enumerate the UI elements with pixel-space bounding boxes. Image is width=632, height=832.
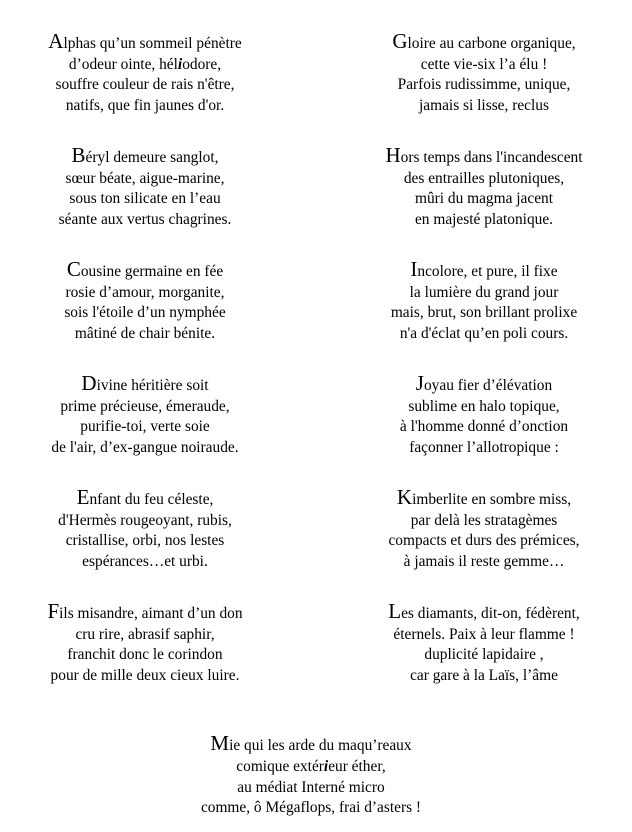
verse-line: souffre couleur de rais n'être,	[55, 76, 235, 94]
drop-cap: A	[48, 29, 64, 53]
verse-line	[0, 487, 290, 511]
line-text: nfant du feu céleste,	[89, 491, 214, 508]
drop-cap: E	[76, 485, 90, 509]
drop-cap: F	[47, 599, 60, 623]
verse-line	[146, 757, 476, 778]
verse-line: cru rire, abrasif saphir,	[75, 625, 215, 643]
verse-line: car gare à la Laïs, l’âme	[410, 666, 558, 684]
verse-line: mais, brut, son brillant prolixe	[390, 304, 578, 322]
verse-line	[0, 145, 290, 169]
verse-line: natifs, que fin jaunes d'or.	[65, 96, 225, 114]
verse-line: des entrailles plutoniques,	[403, 169, 565, 187]
stanza-g	[336, 31, 632, 145]
verse-line: prime précieuse, émeraude,	[60, 397, 230, 415]
line-text: eur éther,	[328, 757, 386, 775]
line-text: ousine germaine en fée	[80, 263, 224, 280]
line-text: loire au carbone organique,	[407, 35, 576, 52]
verse-line: mâtiné de chair bénite.	[74, 324, 216, 342]
drop-cap: H	[385, 143, 401, 167]
drop-cap: D	[81, 371, 97, 395]
drop-cap: C	[66, 257, 81, 281]
stanza-k	[336, 487, 632, 601]
verse-line: espérances…et urbi.	[82, 552, 208, 570]
verse-line: la lumière du grand jour	[409, 283, 559, 301]
verse-line: à l'homme donné d’onction	[399, 418, 569, 436]
stanza-j	[336, 373, 632, 487]
verse-line	[0, 31, 290, 55]
verse-line: mûri du magma jacent	[414, 190, 554, 208]
emphasized-letter: i	[323, 757, 329, 775]
stanza-c	[0, 259, 290, 373]
verse-line: duplicité lapidaire ,	[424, 646, 544, 664]
drop-cap: L	[388, 599, 402, 623]
verse-line	[336, 145, 632, 169]
drop-cap: G	[392, 29, 408, 53]
stanza-i	[336, 259, 632, 373]
verse-line: en majesté platonique.	[414, 210, 554, 228]
drop-cap: I	[410, 257, 418, 281]
line-text: ivine héritière soit	[96, 377, 209, 394]
verse-line: comme, ô Mégaflops, frai d’asters !	[200, 799, 422, 817]
stanza-m	[146, 733, 476, 818]
verse-line: séante aux vertus chagrines.	[58, 210, 232, 228]
left-column	[0, 31, 290, 715]
verse-line: sous ton silicate en l’eau	[69, 190, 221, 208]
verse-line: Parfois rudissimme, unique,	[397, 76, 571, 94]
line-text: éryl demeure sanglot,	[85, 149, 219, 166]
verse-line	[336, 601, 632, 625]
line-text: imberlite en sombre miss,	[412, 491, 572, 508]
verse-line: purifie-toi, verte soie	[80, 418, 210, 436]
line-text: lphas qu’un sommeil pénètre	[63, 35, 242, 52]
verse-line: franchit donc le corindon	[67, 646, 223, 664]
stanza-a	[0, 31, 290, 145]
right-column	[336, 31, 632, 715]
drop-cap: B	[71, 143, 86, 167]
verse-line	[336, 373, 632, 397]
verse-line: au médiat Interné micro	[237, 778, 385, 796]
verse-line	[336, 259, 632, 283]
verse-line: rosie d’amour, morganite,	[65, 283, 225, 301]
stanza-d	[0, 373, 290, 487]
line-text: ils misandre, aimant d’un don	[59, 605, 243, 622]
verse-line	[0, 373, 290, 397]
verse-line: façonner l’allotropique :	[409, 438, 559, 456]
stanza-e	[0, 487, 290, 601]
verse-line	[0, 259, 290, 283]
verse-line: d'Hermès rougeoyant, rubis,	[58, 511, 232, 529]
line-text: ncolore, et pure, il fixe	[417, 263, 558, 280]
verse-line: cette vie-six l’a élu !	[420, 55, 548, 73]
line-text: es diamants, dit-on, fédèrent,	[401, 605, 580, 622]
stanza-h	[336, 145, 632, 259]
line-text: ie qui les arde du maqu’reaux	[229, 737, 412, 755]
verse-line: cristallise, orbi, nos lestes	[65, 532, 225, 550]
verse-line: sois l'étoile d’un nymphée	[64, 304, 226, 322]
verse-line: compacts et durs des prémices,	[388, 532, 580, 550]
stanza-f	[0, 601, 290, 715]
verse-line: de l'air, d’ex-gangue noiraude.	[51, 438, 239, 456]
drop-cap: K	[396, 485, 413, 509]
verse-line	[146, 733, 476, 757]
verse-line: à jamais il reste gemme…	[403, 552, 565, 570]
line-text: odore,	[182, 55, 222, 73]
verse-line: éternels. Paix à leur flamme !	[393, 625, 575, 643]
verse-line: jamais si lisse, reclus	[419, 96, 549, 114]
line-text: ors temps dans l'incandescent	[400, 149, 583, 166]
verse-line: sublime en halo topique,	[408, 397, 560, 415]
drop-cap: J	[415, 371, 424, 395]
stanza-l	[336, 601, 632, 715]
stanza-b	[0, 145, 290, 259]
emphasized-letter: i	[177, 55, 183, 73]
verse-line: par delà les stratagèmes	[410, 511, 558, 529]
line-text: d’odeur ointe, hél	[68, 55, 178, 73]
verse-line: pour de mille deux cieux luire.	[50, 666, 240, 684]
line-text: oyau fier d’élévation	[423, 377, 553, 394]
verse-line	[0, 601, 290, 625]
verse-line: n'a d'éclat qu’en poli cours.	[399, 324, 569, 342]
verse-line	[0, 55, 290, 76]
verse-line: sœur béate, aigue-marine,	[65, 169, 225, 187]
line-text: comique extér	[236, 757, 324, 775]
drop-cap: M	[210, 731, 230, 756]
verse-line	[336, 487, 632, 511]
verse-line	[336, 31, 632, 55]
